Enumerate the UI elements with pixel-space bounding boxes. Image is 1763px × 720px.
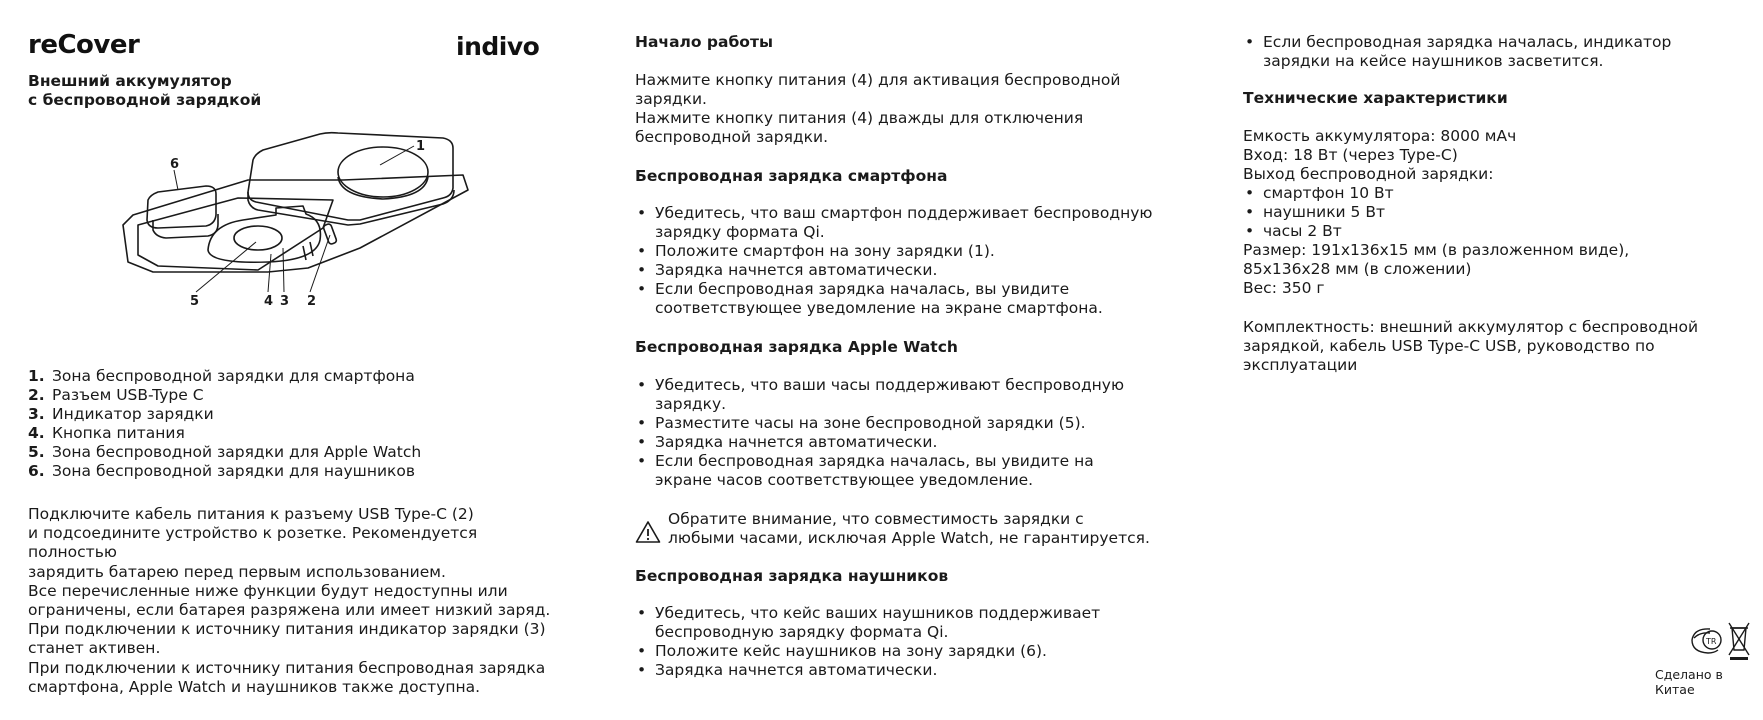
spec-input: Вход: 18 Вт (через Type-C)	[1243, 146, 1458, 164]
section-title-watch: Беспроводная зарядка Apple Watch	[635, 338, 958, 356]
intro-line: Все перечисленные ниже функции будут недоступны или	[28, 581, 508, 600]
intro-line: станет активен.	[28, 639, 161, 658]
list-item: 6. Зона беспроводной зарядки для наушников	[28, 462, 416, 480]
watch-steps	[635, 376, 1155, 490]
spec-output-label: Выход беспроводной зарядки:	[1243, 165, 1494, 183]
phone-coil	[338, 147, 428, 197]
intro-line: При подключении к источнику питания беспроводная зарядка	[28, 658, 546, 677]
watch-zone	[208, 206, 320, 262]
intro-line: ограничены, если батарея разряжена или имеет низкий заряд.	[28, 601, 551, 620]
subtitle-line: с беспроводной зарядкой	[28, 91, 262, 109]
callout-5: 5	[190, 294, 200, 309]
list-item: • Убедитесь, что ваш смартфон поддерживает беспроводную зарядку формата Qi.	[635, 204, 1155, 242]
list-item: 4. Кнопка питания	[28, 424, 185, 442]
intro-text	[28, 505, 558, 697]
callout-4: 4	[264, 294, 274, 309]
earbuds-steps	[635, 604, 1155, 680]
specs-list	[1243, 127, 1753, 298]
section-title-earbuds: Беспроводная зарядка наушников	[635, 567, 949, 585]
list-item: 3. Индикатор зарядки	[28, 405, 214, 423]
spec-weight: Вес: 350 г	[1243, 279, 1325, 297]
list-item: 1. Зона беспроводной зарядки для смартфона	[28, 367, 415, 385]
section-title-specs: Технические характеристики	[1243, 89, 1508, 107]
list-item: 2. Разъем USB-Type C	[28, 386, 204, 404]
list-item: • Положите смартфон на зону зарядки (1).	[635, 242, 1155, 261]
product-name: reCover	[28, 30, 140, 60]
section-title-getting-started: Начало работы	[635, 33, 773, 51]
callout-6: 6	[170, 157, 180, 172]
compatibility-warning	[635, 510, 1155, 548]
watch-coil	[234, 226, 282, 250]
list-item: • Если беспроводная зарядка началась, вы увидите на экране часов соответствующее уведомление.	[635, 452, 1155, 490]
spec-size: Размер: 191x136x15 мм (в разложенном виде),	[1243, 241, 1630, 259]
list-item: • Зарядка начнется автоматически.	[635, 261, 1155, 280]
intro-line: При подключении к источнику питания индикатор зарядки (3)	[28, 620, 546, 639]
list-item: • смартфон 10 Вт	[1243, 184, 1753, 203]
brand-row	[28, 30, 548, 66]
warning-text: Обратите внимание, что совместимость зарядки с любыми часами, исключая Apple Watch, не гарантируется.	[668, 510, 1150, 547]
list-item: • Разместите часы на зоне беспроводной зарядки (5).	[635, 414, 1155, 433]
parts-list	[28, 367, 421, 481]
list-item: • Убедитесь, что ваши часы поддерживают беспроводную зарядку.	[635, 376, 1155, 414]
warning-icon	[635, 520, 661, 544]
spec-size-folded: 85x136x28 мм (в сложении)	[1243, 260, 1472, 278]
section-title-phone: Беспроводная зарядка смартфона	[635, 167, 948, 185]
product-subtitle	[28, 72, 261, 110]
phone-steps	[635, 204, 1155, 318]
callout-3: 3	[280, 294, 290, 309]
spec-outputs	[1243, 184, 1753, 241]
callout-2: 2	[307, 294, 317, 309]
list-item: 5. Зона беспроводной зарядки для Apple Watch	[28, 443, 422, 461]
crossed-bin-icon	[1729, 623, 1749, 660]
made-in-label: Сделано в Китае	[1655, 667, 1723, 697]
certification-marks	[1680, 620, 1756, 662]
list-item: • Зарядка начнется автоматически.	[635, 433, 1155, 452]
device-diagram	[98, 120, 498, 350]
earbuds-steps-continued	[1243, 33, 1743, 71]
intro-line: Подключите кабель питания к разъему USB Type-C (2)	[28, 505, 474, 523]
brand-logo: indivo	[456, 32, 540, 61]
subtitle-line: Внешний аккумулятор	[28, 72, 232, 90]
list-item: • Зарядка начнется автоматически.	[635, 661, 1155, 680]
list-item: • наушники 5 Вт	[1243, 203, 1753, 222]
intro-line: зарядить батарею перед первым использованием.	[28, 562, 446, 581]
list-item: • Если беспроводная зарядка началась, индикатор зарядки на кейсе наушников засветится.	[1243, 33, 1743, 71]
svg-text:TR: TR	[1706, 637, 1717, 646]
list-item: • Убедитесь, что кейс ваших наушников поддерживает беспроводную зарядку формата Qi.	[635, 604, 1155, 642]
spec-capacity: Емкость аккумулятора: 8000 мАч	[1243, 127, 1517, 145]
intro-line: смартфона, Apple Watch и наушников также доступна.	[28, 677, 481, 696]
intro-line: и подсоедините устройство к розетке. Рекомендуется полностью	[28, 524, 478, 562]
recycling-mark-icon	[1692, 629, 1721, 653]
getting-started-text: Нажмите кнопку питания (4) для активация беспроводной зарядки. Нажмите кнопку питания (4) дважды для отключения беспроводной зарядки.	[635, 71, 1121, 146]
package-contents: Комплектность: внешний аккумулятор с беспроводной зарядкой, кабель USB Type-C USB, руководство по эксплуатации	[1243, 318, 1699, 374]
list-item: • Положите кейс наушников на зону зарядки (6).	[635, 642, 1155, 661]
list-item: • Если беспроводная зарядка началась, вы увидите соответствующее уведомление на экране смартфона.	[635, 280, 1155, 318]
list-item: • часы 2 Вт	[1243, 222, 1753, 241]
callout-1: 1	[416, 139, 426, 154]
